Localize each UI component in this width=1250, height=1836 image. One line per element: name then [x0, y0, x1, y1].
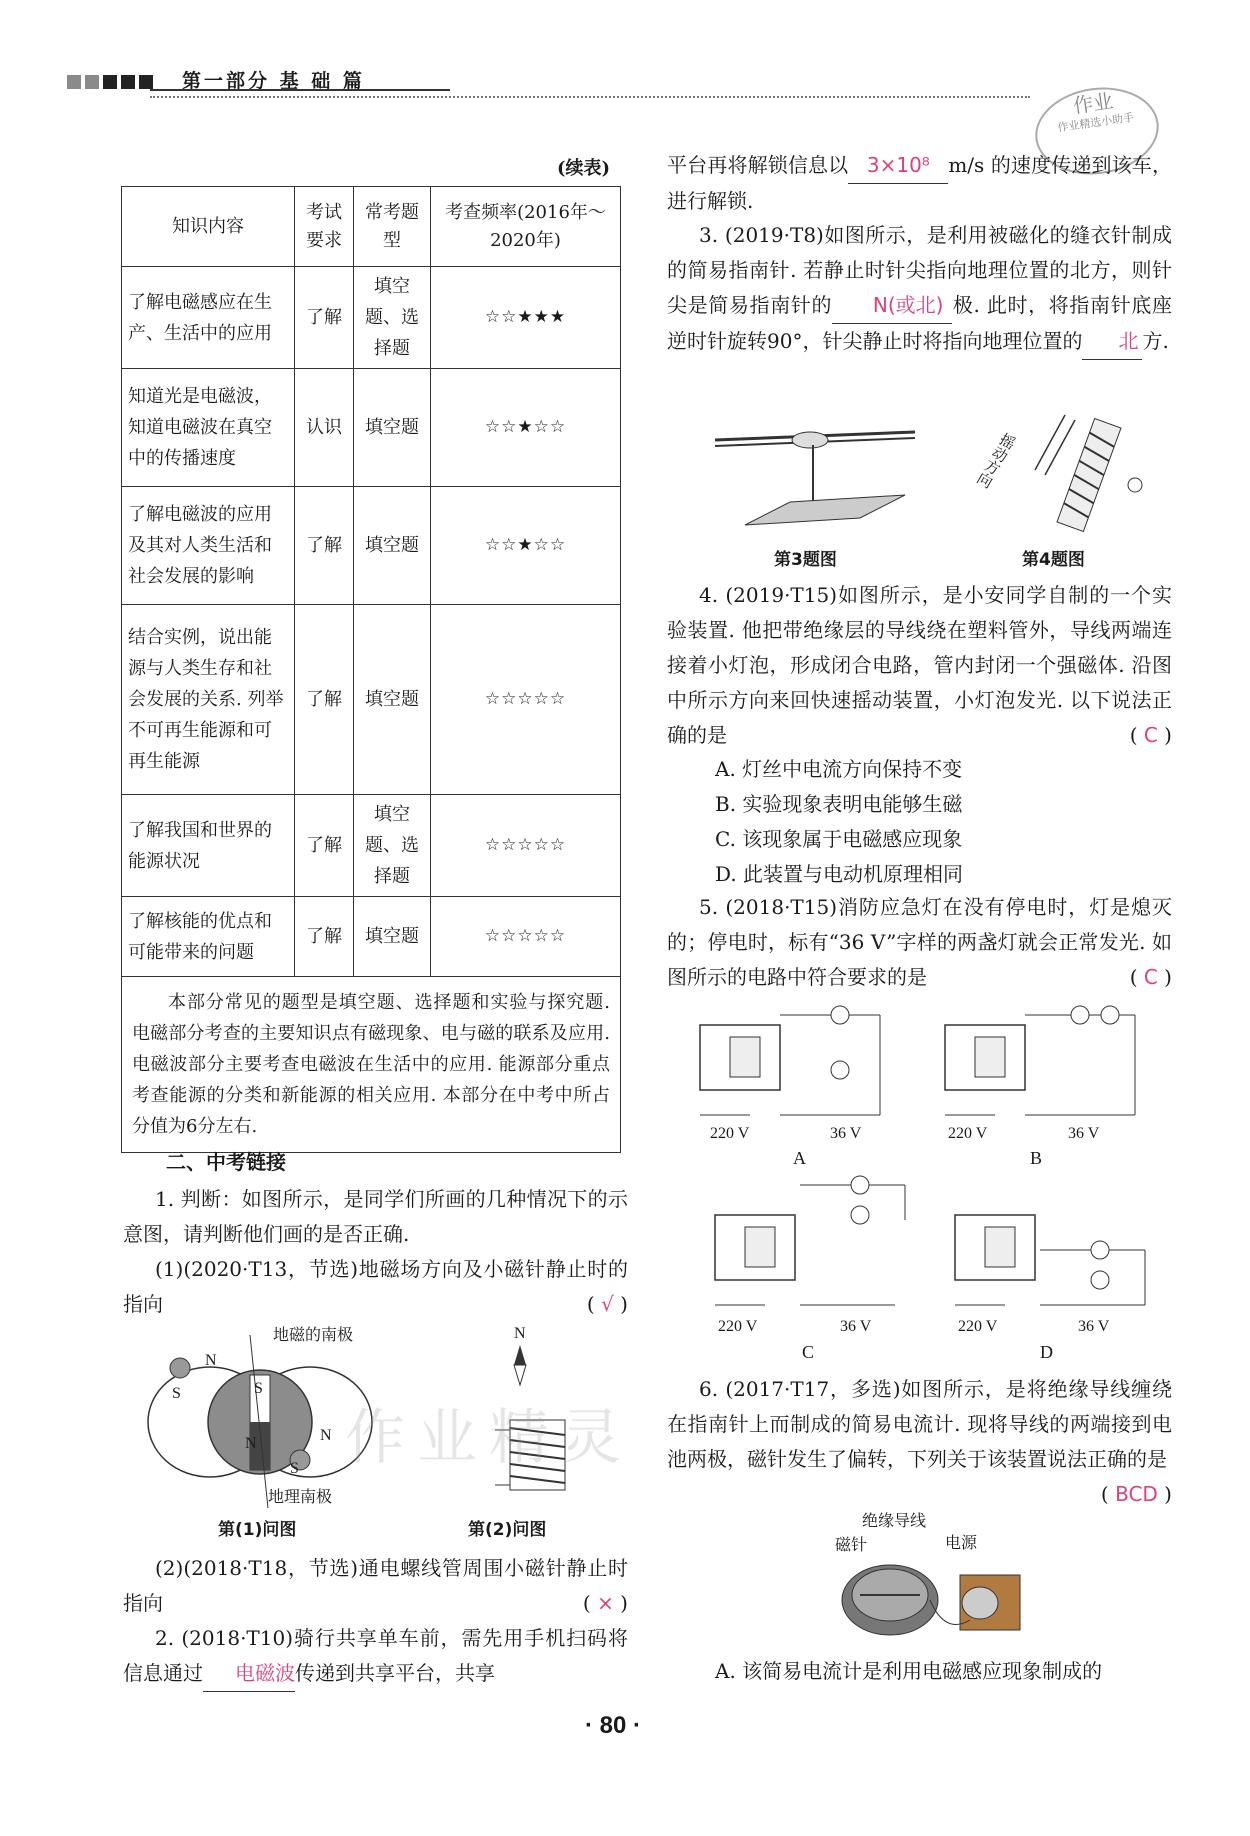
header-freq: 考查频率(2016年～2020年): [431, 187, 621, 267]
row-req: 了解: [295, 487, 354, 605]
q4-option-c: C. 该现象属于电磁感应现象: [715, 827, 963, 851]
q6-answer: BCD: [1115, 1482, 1158, 1506]
table-summary-row: [122, 977, 621, 1153]
q2-continued: 平台再将解锁信息以 3×10⁸ m/s 的速度传递到该车，进行解锁.: [667, 148, 1172, 219]
circuit-d-v2: 36 V: [1078, 1318, 1110, 1335]
circuit-d-v1: 220 V: [958, 1318, 998, 1335]
figure-needle-compass: [705, 410, 925, 540]
row-req: 认识: [295, 369, 354, 487]
q4-option-d: D. 此装置与电动机原理相同: [715, 862, 964, 886]
circuit-diagram-d: [945, 1175, 1165, 1315]
header-type: 常考题型: [354, 187, 431, 267]
q1-part1: (1)(2020·T13，节选)地磁场方向及小磁针静止时的指向 ( √ ): [123, 1252, 628, 1322]
circuit-b-letter: B: [1030, 1148, 1043, 1168]
q4-answer-paren: ( C ): [1129, 723, 1172, 747]
row-req: 了解: [295, 605, 354, 795]
q1-part2: (2)(2018·T18，节选)通电螺线管周围小磁针静止时指向 ( × ): [123, 1551, 628, 1621]
circuit-c-v2: 36 V: [840, 1318, 872, 1335]
q4-answer: C: [1143, 723, 1158, 747]
section-title: 二、中考链接: [166, 1150, 286, 1174]
fig1-s-right: S: [290, 1460, 299, 1477]
q1-part1-answer: √: [601, 1292, 614, 1316]
q3: 3. (2019·T8)如图所示，是利用被磁化的缝衣针制成的简易指南针. 若静止时针尖指向地理位置的北方，则针尖是简易指南针的 N(或北) 极. 此时，将指南针底座逆时针旋转90°，针尖静止时将指向地理位置的 北 方.: [667, 218, 1172, 360]
fig1-caption: 第(1)问图: [218, 1520, 297, 1540]
fig2-n-label: N: [514, 1325, 526, 1342]
fig1-s-left: S: [172, 1385, 181, 1402]
q6-answer-paren: ( BCD ): [1100, 1482, 1172, 1506]
circuit-diagram-c: [705, 1175, 925, 1315]
homework-stamp: 作业 作业精选小助手: [1030, 80, 1165, 182]
fig4-caption: 第4题图: [1022, 550, 1085, 570]
table-row: [122, 897, 621, 977]
q3-answer-1: N(或北): [872, 293, 944, 317]
row-content: 结合实例，说出能源与人类生存和社会发展的关系. 列举不可再生能源和可再生能源: [122, 605, 295, 795]
figure-simple-galvanometer: [830, 1545, 1030, 1655]
header-blocks: [67, 74, 157, 93]
watermark: 作业精灵: [345, 1403, 633, 1473]
row-type: 填空题、选择题: [354, 267, 431, 369]
fig1-label-bottom: 地理南极: [268, 1489, 333, 1506]
circuit-diagram-b: [935, 995, 1155, 1125]
fig6-label-needle: 磁针: [835, 1537, 868, 1554]
q2-answer-2: 3×10⁸: [866, 153, 930, 177]
q1-part2-answer-paren: ( × ): [582, 1591, 628, 1615]
circuit-c-v1: 220 V: [718, 1318, 758, 1335]
circuit-d-letter: D: [1040, 1342, 1053, 1362]
row-freq: ☆☆★★★: [431, 267, 621, 369]
row-req: 了解: [295, 897, 354, 977]
figure-earth-magnetic-field: [140, 1330, 380, 1510]
knowledge-table: [121, 186, 621, 1153]
row-type: 填空题: [354, 605, 431, 795]
row-content: 了解核能的优点和可能带来的问题: [122, 897, 295, 977]
figure-shaker-tube: [1020, 400, 1150, 540]
fig6-label-power: 电源: [945, 1535, 978, 1552]
row-content: 了解电磁感应在生产、生活中的应用: [122, 267, 295, 369]
q1-intro: 1. 判断：如图所示，是同学们所画的几种情况下的示意图，请判断他们画的是否正确.: [123, 1187, 628, 1246]
row-freq: ☆☆☆☆☆: [431, 897, 621, 977]
circuit-a-v2: 36 V: [830, 1125, 862, 1142]
row-type: 填空题、选择题: [354, 795, 431, 897]
q5-answer: C: [1143, 965, 1158, 989]
row-type: 填空题: [354, 487, 431, 605]
fig1-n-left: N: [205, 1352, 217, 1369]
circuit-diagram-a: [690, 995, 910, 1125]
q4-options: [715, 752, 1175, 892]
q6-option-a: A. 该简易电流计是利用电磁感应现象制成的: [715, 1659, 1103, 1683]
q4: 4. (2019·T15)如图所示，是小安同学自制的一个实验装置. 他把带绝缘层的导线绕在塑料管外，导线两端连接着小灯泡，形成闭合电路，管内封闭一个强磁体. 沿图中所示方向来回快速摇动装置，小灯泡发光. 以下说法正确的是 ( C ): [667, 578, 1172, 753]
q3-answer-2: 北: [1118, 329, 1139, 353]
row-req: 了解: [295, 795, 354, 897]
part-title: 第一部分 基 础 篇: [182, 70, 365, 92]
q2-answer-1: 电磁波: [235, 1661, 295, 1685]
fig6-label-wire: 绝缘导线: [862, 1513, 927, 1530]
circuit-c-letter: C: [802, 1342, 815, 1362]
table-row: [122, 795, 621, 897]
q1-part1-answer-paren: ( √ ): [586, 1292, 628, 1316]
circuit-b-v1: 220 V: [948, 1125, 988, 1142]
fig1-n-bar: N: [245, 1435, 257, 1452]
fig1-label-top: 地磁的南极: [273, 1327, 354, 1344]
table-row: [122, 267, 621, 369]
table-row: [122, 369, 621, 487]
row-content: 知道光是电磁波，知道电磁波在真空中的传播速度: [122, 369, 295, 487]
circuit-a-letter: A: [793, 1148, 806, 1168]
fig4-direction-label: 摇动方向: [973, 429, 1017, 490]
fig1-n-right: N: [320, 1427, 332, 1444]
q5: 5. (2018·T15)消防应急灯在没有停电时，灯是熄灭的；停电时，标有“36 V”字样的两盏灯就会正常发光. 如图所示的电路中符合要求的是 ( C ): [667, 890, 1172, 995]
header-dotted-rule: [150, 96, 1030, 98]
row-content: 了解电磁波的应用及其对人类生活和社会发展的影响: [122, 487, 295, 605]
fig2-caption: 第(2)问图: [468, 1520, 547, 1540]
row-freq: ☆☆★☆☆: [431, 487, 621, 605]
q4-option-b: B. 实验现象表明电能够生磁: [715, 792, 963, 816]
header-req: 考试要求: [295, 187, 354, 267]
header-content: 知识内容: [122, 187, 295, 267]
q4-option-a: A. 灯丝中电流方向保持不变: [715, 757, 963, 781]
circuit-b-v2: 36 V: [1068, 1125, 1100, 1142]
row-type: 填空题: [354, 369, 431, 487]
q6: 6. (2017·T17，多选)如图所示，是将绝缘导线缠绕在指南针上而制成的简易电流计. 现将导线的两端接到电池两极，磁针发生了偏转，下列关于该装置说法正确的是 ( BCD ): [667, 1372, 1172, 1512]
row-content: 了解我国和世界的能源状况: [122, 795, 295, 897]
circuit-a-v1: 220 V: [710, 1125, 750, 1142]
header-rule: [150, 89, 450, 91]
table-continued-label: (续表): [557, 158, 611, 179]
table-row: [122, 487, 621, 605]
fig1-s-bar: S: [254, 1380, 263, 1397]
q2: 2. (2018·T10)骑行共享单车前，需先用手机扫码将信息通过 电磁波传递到共享平台，共享: [123, 1621, 628, 1692]
q5-answer-paren: ( C ): [1129, 965, 1172, 989]
fig3-caption: 第3题图: [774, 550, 837, 570]
q1-part2-answer: ×: [597, 1591, 614, 1615]
row-freq: ☆☆☆☆☆: [431, 795, 621, 897]
row-freq: ☆☆★☆☆: [431, 369, 621, 487]
row-req: 了解: [295, 267, 354, 369]
table-summary: 本部分常见的题型是填空题、选择题和实验与探究题. 电磁部分考查的主要知识点有磁现象、电与磁的联系及应用. 电磁波部分主要考查电磁波在生活中的应用. 能源部分重点考查能源的分类和新能源的相关应用. 本部分在中考中所占分值为6分左右.: [122, 977, 621, 1153]
table-header-row: [122, 187, 621, 267]
table-row: [122, 605, 621, 795]
row-freq: ☆☆☆☆☆: [431, 605, 621, 795]
page-number: · 80 ·: [585, 1712, 642, 1739]
row-type: 填空题: [354, 897, 431, 977]
